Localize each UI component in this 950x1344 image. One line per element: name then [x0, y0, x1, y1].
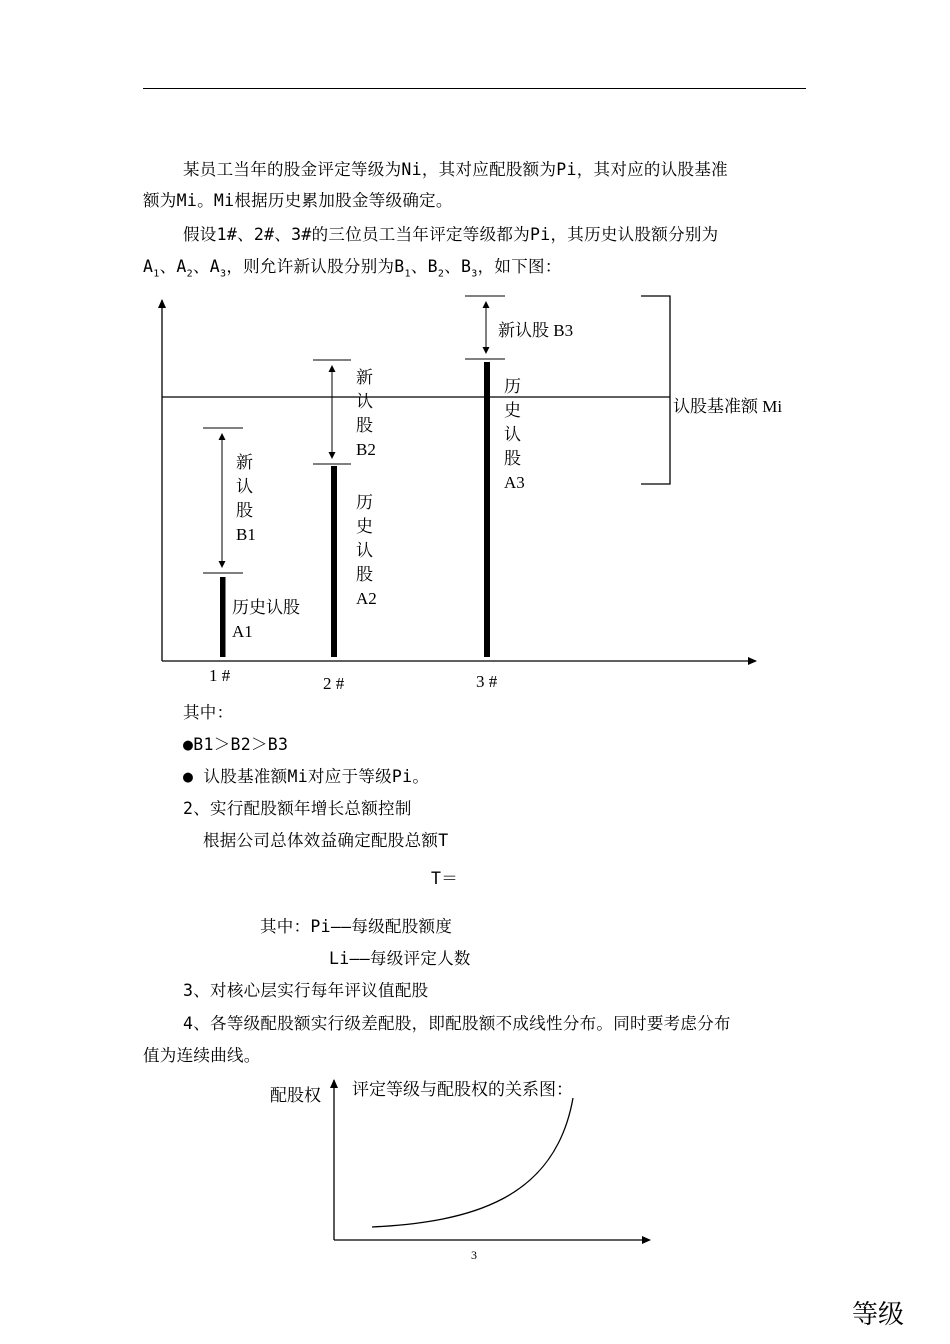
label-new-b3: 新认股 B3 [498, 321, 574, 340]
label-baseline-mi: 认股基准额 Mi [673, 397, 783, 416]
label-hist-a2 [356, 491, 377, 611]
label-line: A1 [232, 622, 253, 641]
label-char: B2 [356, 440, 376, 459]
notes-where-2: Li——每级评定人数 [329, 949, 471, 968]
notes-where-1: 其中：Pi——每级配股额度 [260, 917, 453, 936]
notes-item-2: 2、实行配股额年增长总额控制 [183, 799, 412, 818]
paragraph-1-line-1: 某员工当年的股金评定等级为Ni，其对应配股额为Pi，其对应的认股基准 [183, 160, 728, 179]
label-char: A2 [356, 589, 377, 608]
label-char: 股 [356, 416, 373, 435]
curve-title: 评定等级与配股权的关系图： [352, 1080, 573, 1099]
curve-y-label: 配股权 [270, 1086, 321, 1105]
label-char: A3 [504, 473, 525, 492]
notes-item-3: 3、对核心层实行每年评议值配股 [183, 981, 429, 1000]
text: A [143, 257, 154, 276]
x-label-3: 3 # [476, 672, 498, 691]
paragraph-2-line-1: 假设1#、2#、3#的三位员工当年评定等级都为Pi，其历史认股额分别为 [183, 225, 719, 244]
label-char: 股 [504, 449, 521, 468]
text: 、A [159, 257, 187, 276]
bracket [641, 296, 670, 484]
label-char: 股 [356, 565, 373, 584]
notes-qizhong: 其中： [183, 703, 234, 722]
bar-a1 [220, 577, 226, 657]
subscript: 3 [219, 268, 227, 280]
label-char: 历 [504, 377, 521, 396]
paragraph-1-line-2: 额为Mi。Mi根据历史累加股金等级确定。 [143, 191, 453, 210]
subscript: 1 [153, 268, 160, 280]
label-char: 认 [356, 392, 373, 411]
formula-t: T＝ [431, 869, 459, 888]
text: ，则允许新认股分别为B [226, 257, 405, 276]
notes-item-4-line-1: 4、各等级配股额实行级差配股，即配股额不成线性分布。同时要考虑分布 [183, 1014, 731, 1033]
x-label-1: 1 # [209, 666, 231, 685]
text: ，如下图： [477, 257, 562, 276]
subscript: 2 [186, 268, 193, 280]
x-label-2: 2 # [323, 674, 345, 693]
notes-bullet-1: ●B1＞B2＞B3 [183, 735, 289, 754]
subscript: 2 [437, 268, 445, 280]
bar-a3 [484, 362, 490, 657]
label-char: 新 [236, 453, 253, 472]
label-line: 历史认股 [232, 598, 300, 617]
relation-curve [372, 1098, 573, 1227]
bar-a2 [331, 466, 337, 657]
label-hist-a3 [504, 375, 525, 495]
label-char: 认 [236, 477, 253, 496]
label-new-b2 [356, 366, 376, 462]
text: 、B [410, 257, 438, 276]
label-new-b1 [236, 451, 256, 547]
label-char: B1 [236, 525, 256, 544]
text: 、B [444, 257, 472, 276]
text: 、A [192, 257, 220, 276]
label-char: 新 [356, 368, 373, 387]
label-char: 历 [356, 493, 373, 512]
subscript: 1 [404, 268, 411, 280]
label-char: 史 [356, 517, 373, 536]
notes-item-4-line-2: 值为连续曲线。 [143, 1046, 261, 1065]
label-hist-a1 [232, 596, 300, 644]
curve-x-label: 等级 [852, 1300, 905, 1329]
notes-item-2-sub: 根据公司总体效益确定配股总额T [203, 831, 449, 850]
label-char: 史 [504, 401, 521, 420]
subscript: 3 [471, 268, 478, 280]
label-char: 认 [356, 541, 373, 560]
page-number: 3 [471, 1248, 477, 1262]
label-char: 认 [504, 425, 521, 444]
notes-bullet-2: ● 认股基准额Mi对应于等级Pi。 [183, 767, 430, 786]
label-char: 股 [236, 501, 253, 520]
